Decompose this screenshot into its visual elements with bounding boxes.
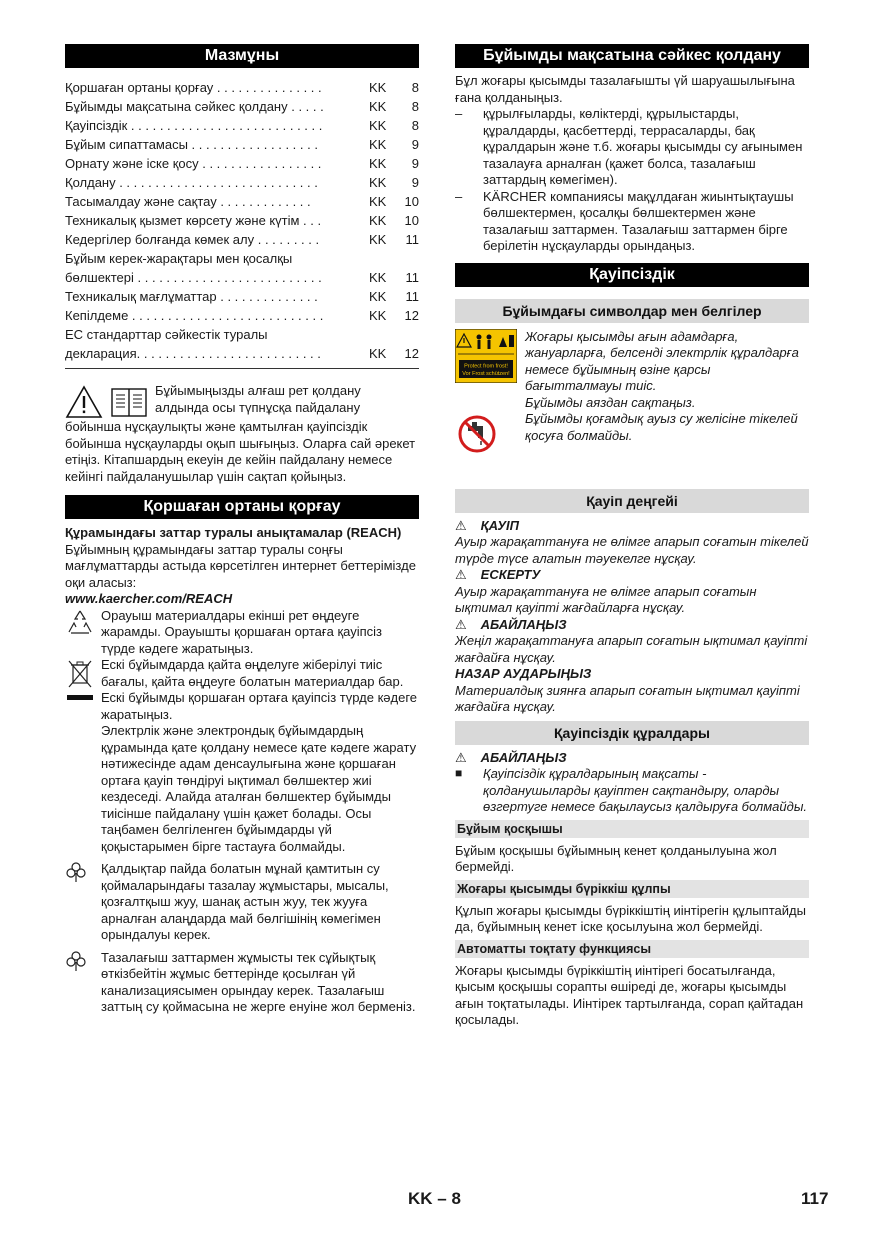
toc-entry[interactable]: Бұйым сипаттамасы . . . . . . . . . . . . . . . . . . KK 9: [65, 137, 419, 152]
toc-entry-ec-line1[interactable]: ЕС стандарттар сәйкестік туралы: [65, 327, 268, 342]
oil-paragraph: Қалдықтар пайда болатын мұнай қамтитын су қоймаларындағы тазалау жұмыстары, мысалы, қозғалтқыш жуу, шанақ астын жуу, тек жууға арналған алаңдарда май бөлгішінің көмегімен орындалуы керек.: [65, 861, 419, 944]
intro-line2: алдында осы түпнұсқа пайдалану: [155, 399, 361, 415]
symbol-text-frost: Бұйымды аяздан сақтаңыз.: [525, 394, 696, 410]
footer-page-number: 117: [801, 1189, 829, 1208]
use-intro: Бұл жоғары қысымды тазалағышты үй шаруашылығына ғана қолданыңыз.: [455, 73, 795, 105]
warning-label: ⚠ ЕСКЕРТУ: [455, 567, 541, 582]
right-column: [455, 44, 809, 1029]
toc-entry[interactable]: Қолдану . . . . . . . . . . . . . . . . . . . . . . . . . . . . KK 9: [65, 175, 419, 190]
reach-text: Бұйымның құрамындағы заттар туралы соңғы мағлұматтарды астыда көрсетілген интернет беттерімізде оқи аласыз:: [65, 541, 416, 590]
danger-levels: ⚠ ҚАУІП Ауыр жарақаттануға не өлімге апарып соғатын тікелей түрде түсе алатын тәуекелге нұсқау. ⚠ ЕСКЕРТУ Ауыр жарақаттануға не өлімге апарып соғатын ықтимал қауіпті жағдайларға нұсқау. ⚠ АБАЙЛАҢЫЗ Жеңіл жарақаттануға апарып соғатын ықтимал қауіпті жағдайға нұсқау. НАЗАР АУДАРЫҢЫЗ Материалдық зиянға апарып соғатын ықтимал қауіпті жағдайға нұсқау.: [455, 517, 809, 714]
environment-icon: [65, 950, 87, 972]
recycle-paragraph: Орауыш материалдары екінші рет өңдеуге жарамды. Орауышты қоршаған ортаға қауіпсіз түрде кәдеге жаратыңыз.: [65, 608, 419, 658]
toc-heading: Мазмұны: [65, 44, 419, 68]
danger-levels-heading: Қауіп деңгейі: [455, 489, 809, 513]
disposal-paragraph: Ескі бұйымдарда қайта өңделуге жіберілуі тиіс бағалы, қайта өңдеуге болатын материалдар бар. Ескі бұйымды қоршаған ортаға қауіпсіз түрде кәдеге жаратыңыз. Электрлік және электрондық бұйымдардың құрамында қате қолдану немесе қате кәдеге жарату нәтижесінде адам денсаулығына және қоршаған ортаға қауіп төндіруі ықтимал бөлшектер жиі кездеседі. Алайда аталған бөлшектер бұйымды тиісінше пайдалану үшін қажет болады. Осы таңбамен белгіленген бұйымдарды үй қоқыстарымен бірге тастауға болмайды.: [65, 657, 419, 855]
caution-label: ⚠ АБАЙЛАҢЫЗ: [455, 616, 567, 632]
safety-devices-heading: Қауіпсіздік құралдары: [455, 721, 809, 745]
intro-line1: Бұйымыңызды алғаш рет қолдану: [155, 383, 361, 398]
detergent-paragraph: Тазалағыш заттармен жұмысты тек сұйықтық өткізбейтін жұмыс беттерінде қосылған үй канализациясымен орындау керек. Тазалағыш заттың су қоймасына не жерге енуіне жол берменіз.: [65, 950, 419, 1016]
lock-text: Құлып жоғары қысымды бүріккіштің иінтірегін құлыптайды да, бұйымның кенет іске қосылуына жол бермейді.: [455, 902, 806, 934]
list-item: – құрылғыларды, көліктерді, құрылыстарды, құралдарды, қасбеттерді, террасаларды, бақ құралдарын және т.б. жоғары қысымды су ағынымен тазалауға арналған (қажет болса, тазалағыш заттардың көмегімен).: [455, 106, 803, 187]
safety-heading: Қауіпсіздік: [455, 263, 809, 287]
left-column: [65, 44, 419, 1016]
danger-label: ⚠ ҚАУІП: [455, 517, 519, 533]
env-heading: Қоршаған ортаны қорғау: [65, 495, 419, 519]
toc-list: [65, 78, 419, 363]
square-bullet-icon: ■: [455, 766, 463, 780]
use-heading: Бұйымды мақсатына сәйкес қолдану: [455, 44, 809, 68]
auto-stop-text: Жоғары қысымды бүріккіштің иінтірегі босатылғанда, қысым қосқышы сорапты өшіреді де, жоғары қысымды ағын тоқтатылады. Иінтірек тартылғанда, сорап қайтадан қосылады.: [455, 962, 804, 1027]
symbols-heading: Бұйымдағы символдар мен белгілер: [455, 299, 809, 323]
warning-icon: ⚠: [455, 517, 467, 533]
crossed-bin-icon: [65, 657, 95, 701]
warning-icon: [65, 385, 103, 419]
symbol-text-water: Бұйымды қоғамдық ауыз су желісіне тікелей қосуға болмайды.: [525, 411, 798, 443]
list-item: – KÄRCHER компаниясы мақұлдаған жиынтықтаушы бөлшектермен, қосалқы бөлшектермен және тазалағыш заттармен. Тазалағыш заттармен бірге берілетін нұсқауларды орындаңыз.: [455, 188, 794, 253]
high-pressure-warning-label-icon: [455, 329, 517, 383]
symbols-block: [455, 329, 809, 459]
safety-devices: ⚠ АБАЙЛАҢЫЗ ■ Қауіпсіздік құралдарының мақсаты - қолданушыларды қауіптен сақтандыру, оларды өзгертуге немесе бақылаусыз қалдыруға болмайды.: [455, 749, 808, 814]
symbol-text-jet: Жоғары қысымды ағын адамдарға, жануарларға, белсенді электрлік құралдарға немесе бұйымның өзіне қарсы бағытталмауы тиіс.: [525, 328, 799, 393]
auto-stop-heading: Автоматты тоқтату функциясы: [455, 940, 809, 958]
environment-icon: [65, 861, 87, 883]
reach-heading: Құрамындағы заттар туралы анықтамалар (REACH): [65, 525, 402, 540]
toc-entry[interactable]: Бұйымды мақсатына сәйкес қолдану . . . . . KK 8: [65, 99, 419, 114]
toc-entry[interactable]: Техникалық мағлұматтар . . . . . . . . . . . . . . KK 11: [65, 289, 419, 304]
toc-entry[interactable]: Кедергілер болғанда көмек алу . . . . . . . . . KK 11: [65, 232, 419, 247]
book-icon: [109, 385, 149, 419]
toc-entry[interactable]: Тасымалдау және сақтау . . . . . . . . . . . . . KK 10: [65, 194, 419, 209]
switch-heading: Бұйым қосқышы: [455, 820, 809, 838]
reach-link[interactable]: www.kaercher.com/REACH: [65, 591, 233, 606]
svg-text:Protect from frost!: Protect from frost!: [464, 363, 508, 369]
toc-entry-accessories-line1[interactable]: Бұйым керек-жарақтары мен қосалқы: [65, 251, 293, 266]
svg-text:Vor Frost schützen!: Vor Frost schützen!: [462, 370, 510, 377]
use-list: [455, 106, 809, 255]
no-drinking-water-connection-icon: [457, 414, 497, 454]
toc-entry[interactable]: Кепілдеме . . . . . . . . . . . . . . . . . . . . . . . . . . . KK 12: [65, 308, 419, 323]
warning-icon: ⚠: [455, 749, 467, 765]
intro-block: [65, 383, 419, 485]
toc-entry[interactable]: Қоршаған ортаны қорғау . . . . . . . . . . . . . . . KK 8: [65, 80, 419, 95]
toc-divider: [65, 368, 419, 369]
attention-label: НАЗАР АУДАРЫҢЫЗ: [455, 666, 592, 681]
warning-icon: ⚠: [455, 616, 467, 632]
toc-entry[interactable]: бөлшектері . . . . . . . . . . . . . . . . . . . . . . . . . . KK 11: [65, 270, 419, 285]
intro-text: бойынша нұсқаулықты және қамтылған қауіпсіздік бойынша нұсқауларды оқып шығыңыз. Оларға сай әрекет етіңіз. Кітапшардың екеуін де кейін пайдалану немесе кейінгі пайдаланушылар үшін сақтап қойыңыз.: [65, 419, 416, 484]
devices-caution-label: ⚠ АБАЙЛАҢЫЗ: [455, 749, 567, 765]
footer-section-code: KK – 8: [408, 1189, 461, 1208]
toc-entry[interactable]: декларация. . . . . . . . . . . . . . . . . . . . . . . . . . KK 12: [65, 346, 419, 361]
recycle-icon: [65, 608, 95, 636]
toc-entry[interactable]: Техникалық қызмет көрсету және күтім . . . KK 10: [65, 213, 419, 228]
toc-entry[interactable]: Орнату және іске қосу . . . . . . . . . . . . . . . . . KK 9: [65, 156, 419, 171]
toc-entry[interactable]: Қауіпсіздік . . . . . . . . . . . . . . . . . . . . . . . . . . . KK 8: [65, 118, 419, 133]
lock-heading: Жоғары қысымды бүріккіш құлпы: [455, 880, 809, 898]
switch-text: Бұйым қосқышы бұйымның кенет қолданылуына жол бермейді.: [455, 842, 777, 874]
warning-icon: ⚠: [455, 567, 467, 582]
